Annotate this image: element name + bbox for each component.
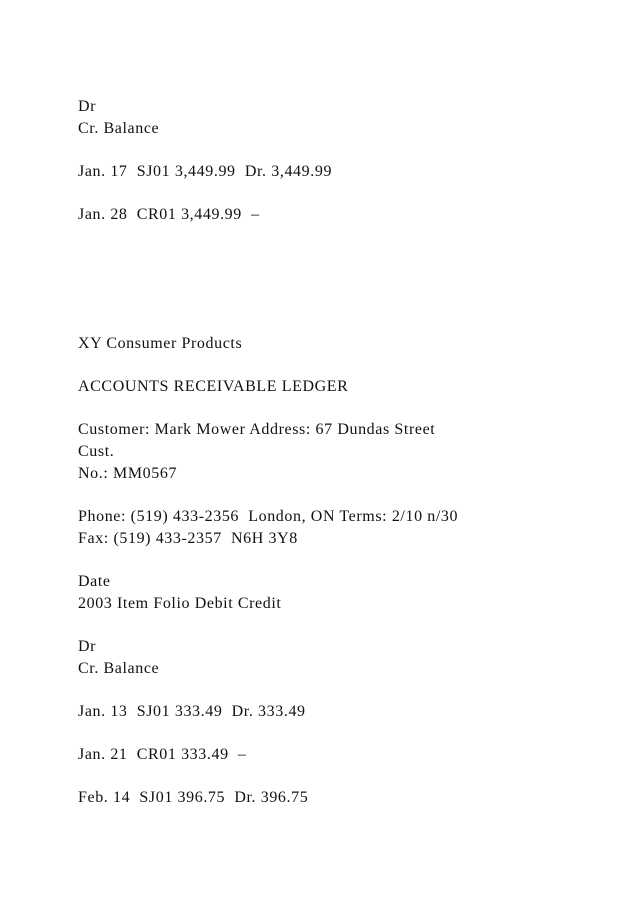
ledger-entry-row: Jan. 21 CR01 333.49 – bbox=[78, 746, 247, 763]
column-header-cr-balance: Cr. Balance bbox=[78, 660, 160, 677]
ledger-title: ACCOUNTS RECEIVABLE LEDGER bbox=[78, 378, 349, 395]
column-headers: 2003 Item Folio Debit Credit bbox=[78, 595, 282, 612]
phone-line: Phone: (519) 433-2356 London, ON Terms: 2/10 n/30 bbox=[78, 508, 459, 525]
ledger-entry-row: Jan. 13 SJ01 333.49 Dr. 333.49 bbox=[78, 703, 306, 720]
date-label: Date bbox=[78, 573, 111, 590]
customer-number-label: Cust. bbox=[78, 443, 115, 460]
column-header-dr: Dr bbox=[78, 98, 97, 115]
fax-line: Fax: (519) 433-2357 N6H 3Y8 bbox=[78, 530, 298, 547]
column-header-cr-balance: Cr. Balance bbox=[78, 120, 160, 137]
ledger-section-previous bbox=[78, 96, 618, 226]
document-page bbox=[78, 96, 618, 809]
company-name: XY Consumer Products bbox=[78, 335, 243, 352]
ledger-entry-row: Jan. 28 CR01 3,449.99 – bbox=[78, 206, 260, 223]
ledger-section-mark-mower bbox=[78, 333, 618, 809]
ledger-entry-row: Jan. 17 SJ01 3,449.99 Dr. 3,449.99 bbox=[78, 163, 333, 180]
column-header-dr: Dr bbox=[78, 638, 97, 655]
customer-address-line: Customer: Mark Mower Address: 67 Dundas Street bbox=[78, 421, 436, 438]
ledger-entry-row: Feb. 14 SJ01 396.75 Dr. 396.75 bbox=[78, 789, 309, 806]
customer-number: No.: MM0567 bbox=[78, 465, 178, 482]
